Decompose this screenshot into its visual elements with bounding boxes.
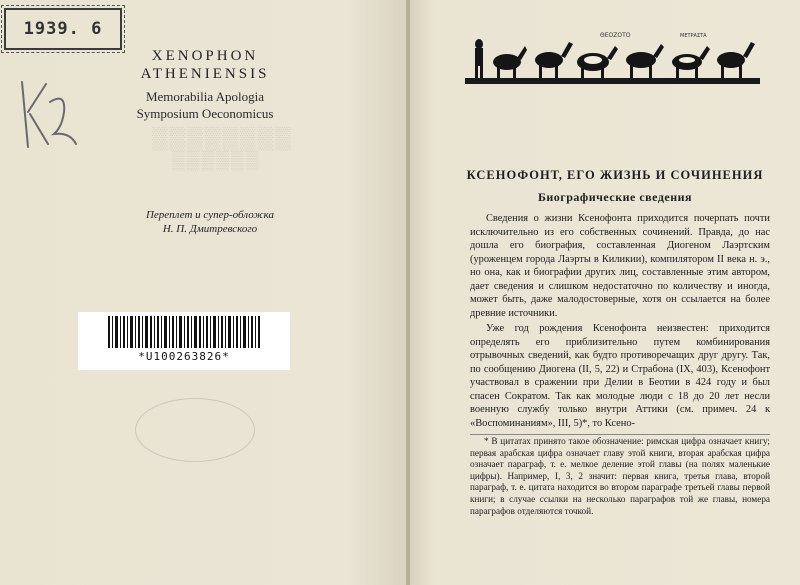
works-title-line: Symposium Oeconomicus: [136, 106, 274, 121]
barcode-icon: [108, 316, 260, 348]
frieze-label: ΘΕΟΖΟΤΟ: [600, 32, 631, 39]
works-title-line: Memorabilia Apologia: [145, 89, 265, 104]
footnote: * В цитатах принято такое обозначение: римская цифра означает книгу; первая арабская цифра означает главу этой книги, вторая арабская цифра означает параграф, т. е. мелкое деление этой главы (на полях маленькие цифры). Например, I, 3, 2 значит: первая книга, третья глава, второй параграф, т. е. цитата находится во втором параграфе третьей главы первой книги; в случае ссылки на несколько параграфов той же главы, номера параграфов отделяются точкой.: [470, 436, 770, 516]
author-name-line: ATHENIENSIS: [140, 66, 270, 82]
handwritten-mark-icon: [14, 72, 84, 162]
barcode-number: *U100263826*: [138, 350, 230, 363]
faint-library-stamp-icon: [135, 398, 255, 462]
bleed-through-decoration: ▒▒▒▒▒▒: [170, 150, 259, 170]
barcode-label: [78, 312, 290, 370]
inventory-stamp: 1939. 6: [4, 8, 122, 50]
body-paragraph: Сведения о жизни Ксенофонта приходится почерпать почти исключительно из его собственных сочинений. Правда, до нас дошла его биография, составленная Диогеном Лаэртским (уроженцем города Лаэрты в Киликии), компилятором II века н. э., но она, как и биографии других лиц, составленные этим автором, дает сведения и слишком недостаточно по количеству и иногда, может быть, даже малодостоверные, хотя он ссылается на более древние источники.: [470, 213, 770, 319]
credits-line: Переплет и супер-обложка: [145, 209, 275, 221]
greek-frieze-animals-icon: [465, 28, 760, 92]
section-title: Биографические сведения: [537, 190, 693, 204]
body-paragraph: Уже год рождения Ксенофонта неизвестен: приходится определять его приблизительно путем комбинирования отрывочных сведений, как будто противоречащих друг другу. Так, по сообщению Диогена (II, 5, 22) и Страбона (IX, 403), Ксенофонт участвовал в сражении при Делии в Беотии в 424 году и был спасен Сократом. Так как молодые люди с 18 до 20 лет несли военную службу только внутри Аттики (см. примеч. 24 к «Воспоминаниям», III, 5)*, то Ксено-: [470, 323, 770, 429]
chapter-title: КСЕНОФОНТ, ЕГО ЖИЗНЬ И СОЧИНЕНИЯ: [466, 168, 764, 182]
credits-line: Н. П. Дмитревского: [162, 223, 258, 235]
right-page: [410, 0, 800, 585]
bleed-through-decoration: ▒▒▒▒▒▒▒▒: [150, 125, 291, 150]
footnote-separator: [470, 434, 770, 435]
author-name-line: XENOPHON: [151, 48, 259, 64]
frieze-label: ΜΕΤΡΑΣΤΑ: [680, 33, 707, 39]
